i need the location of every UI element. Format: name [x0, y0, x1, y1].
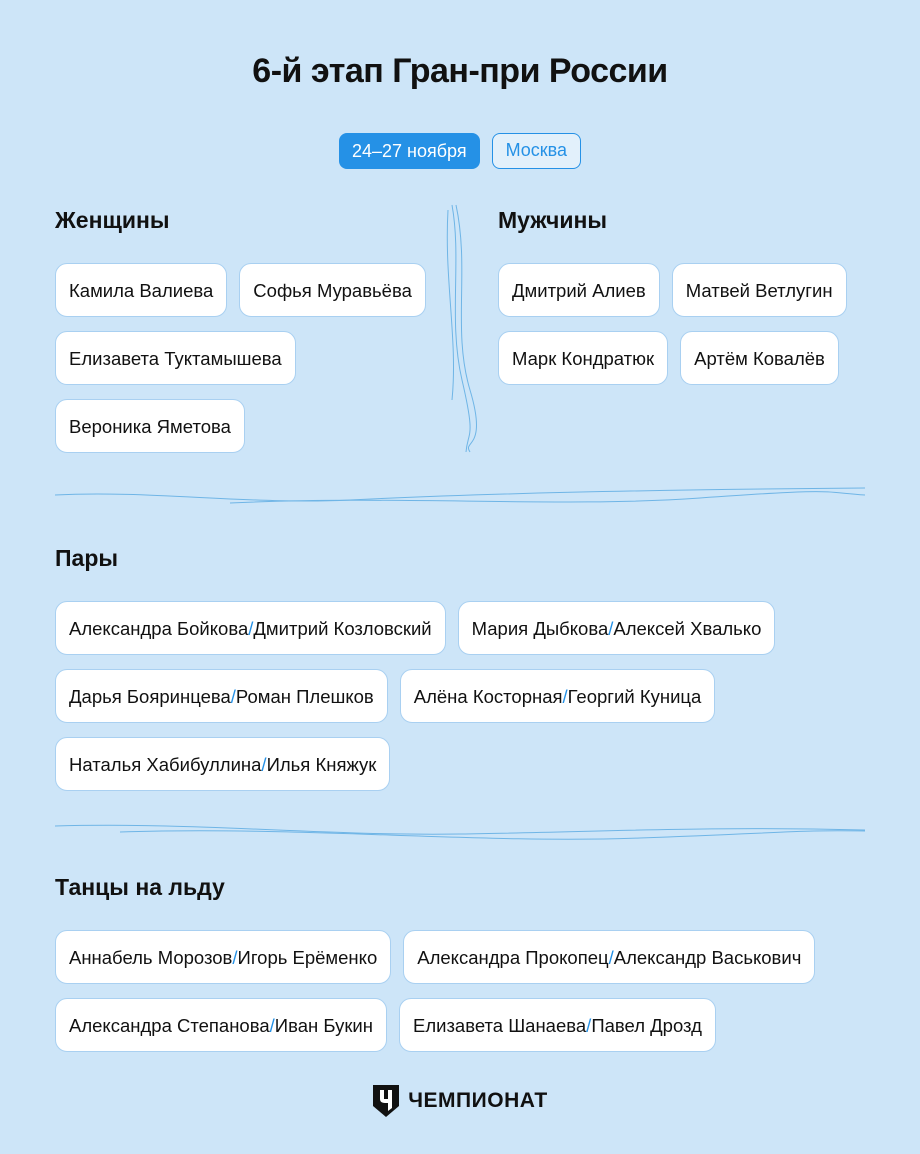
- chip-row: [55, 998, 815, 1052]
- pair-chip: [55, 998, 387, 1052]
- chip-row: [55, 331, 426, 385]
- men-list: [498, 263, 847, 385]
- women-list: [55, 263, 426, 453]
- city-badge: Москва: [492, 133, 581, 169]
- skater-chip: Марк Кондратюк: [498, 331, 668, 385]
- skater-chip: Вероника Яметова: [55, 399, 245, 453]
- event-badges: [0, 133, 920, 169]
- dance-list: [55, 930, 815, 1052]
- chip-row: [55, 930, 815, 984]
- skater-chip: Дмитрий Алиев: [498, 263, 660, 317]
- pair-separator: /: [586, 1015, 592, 1036]
- partner-1-name: Александра Бойкова: [69, 618, 249, 639]
- pairs-section-title: Пары: [55, 545, 119, 571]
- chip-row: [55, 669, 775, 723]
- partner-2-name: Иван Букин: [274, 1015, 373, 1036]
- pair-chip: [55, 930, 391, 984]
- chip-row: [498, 331, 847, 385]
- partner-2-name: Павел Дрозд: [591, 1015, 702, 1036]
- date-badge: 24–27 ноября: [339, 133, 480, 169]
- pair-chip: [55, 737, 390, 791]
- skater-chip: Елизавета Туктамышева: [55, 331, 296, 385]
- skater-chip: Матвей Ветлугин: [672, 263, 847, 317]
- partner-1-name: Аннабель Морозов: [69, 947, 233, 968]
- dance-section-title: Танцы на льду: [55, 874, 225, 900]
- pair-chip: [403, 930, 815, 984]
- pair-separator: /: [608, 947, 614, 968]
- women-section-title: Женщины: [55, 207, 170, 233]
- partner-1-name: Мария Дыбкова: [471, 618, 609, 639]
- skater-chip: Камила Валиева: [55, 263, 227, 317]
- pair-separator: /: [248, 618, 254, 639]
- partner-2-name: Дмитрий Козловский: [253, 618, 432, 639]
- pair-separator: /: [269, 1015, 275, 1036]
- chip-row: [55, 263, 426, 317]
- pair-chip: [55, 669, 388, 723]
- men-section-title: Мужчины: [498, 207, 607, 233]
- pair-chip: [400, 669, 716, 723]
- logo-text: ЧЕМПИОНАТ: [408, 1089, 548, 1112]
- partner-1-name: Александра Степанова: [69, 1015, 270, 1036]
- partner-1-name: Алёна Косторная: [413, 686, 563, 707]
- skater-chip: Софья Муравьёва: [239, 263, 426, 317]
- page-title: 6-й этап Гран-при России: [252, 52, 668, 90]
- partner-2-name: Алексей Хвалько: [613, 618, 762, 639]
- pairs-list: [55, 601, 775, 791]
- chip-row: [498, 263, 847, 317]
- chip-row: [55, 737, 775, 791]
- partner-2-name: Александр Васькович: [613, 947, 802, 968]
- partner-2-name: Георгий Куница: [567, 686, 702, 707]
- partner-1-name: Елизавета Шанаева: [412, 1015, 587, 1036]
- pair-separator: /: [261, 754, 267, 775]
- pair-separator: /: [608, 618, 614, 639]
- chip-row: [55, 399, 426, 453]
- pair-chip: [399, 998, 716, 1052]
- partner-1-name: Александра Прокопец: [417, 947, 609, 968]
- brand-logo: [0, 1084, 920, 1118]
- pair-separator: /: [232, 947, 238, 968]
- pair-chip: [55, 601, 446, 655]
- partner-1-name: Наталья Хабибуллина: [69, 754, 262, 775]
- partner-1-name: Дарья Бояринцева: [69, 686, 231, 707]
- pair-separator: /: [562, 686, 568, 707]
- partner-2-name: Роман Плешков: [235, 686, 374, 707]
- pair-separator: /: [230, 686, 236, 707]
- skater-chip: Артём Ковалёв: [680, 331, 839, 385]
- partner-2-name: Игорь Ерёменко: [237, 947, 378, 968]
- pair-chip: [458, 601, 776, 655]
- chip-row: [55, 601, 775, 655]
- partner-2-name: Илья Княжук: [266, 754, 377, 775]
- championat-shield-icon: [372, 1084, 400, 1118]
